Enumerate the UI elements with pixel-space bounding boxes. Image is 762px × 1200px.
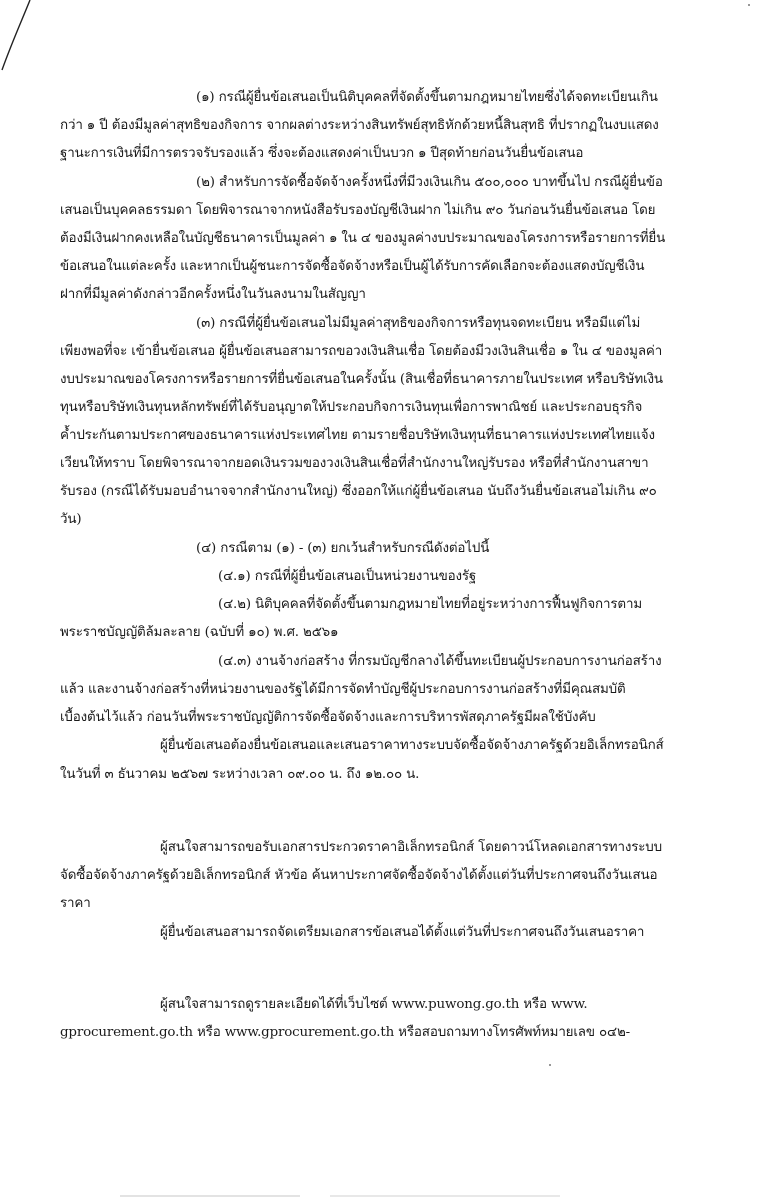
page-mark-dot [549,1064,551,1066]
submission-line-1: ผู้ยื่นข้อเสนอต้องยื่นข้อเสนอและเสนอราคาทางระบบจัดซื้อจัดจ้างภาครัฐด้วยอิเล็กทรอนิกส์ [160,738,664,753]
download-line-3: ราคา [60,896,91,911]
scan-bottom-edge [0,1190,762,1200]
para-3-line-2: เพียงพอที่จะ เข้ายื่นข้อเสนอ ผู้ยื่นข้อเสนอสามารถขอวงเงินสินเชื่อ โดยต้องมีวงเงินสินเชื่อ ๑ ใน ๔ ของมูลค่า [60,344,663,359]
para-3-line-6: เวียนให้ทราบ โดยพิจารณาจากยอดเงินรวมของวงเงินสินเชื่อที่สำนักงานใหญ่รับรอง หรือที่สำนักงานสาขา [60,456,649,471]
para-3-line-5: ค้ำประกันตามประกาศของธนาคารแห่งประเทศไทย ตามรายชื่อบริษัทเงินทุนที่ธนาคารแห่งประเทศไทยแจ้ง [60,428,655,443]
para-4-heading: (๔) กรณีตาม (๑) - (๓) ยกเว้นสำหรับกรณีดังต่อไปนี้ [196,541,490,556]
para-4-3-line-3: เบื้องต้นไว้แล้ว ก่อนวันที่พระราชบัญญัติการจัดซื้อจัดจ้างและการบริหารพัสดุภาครัฐมีผลใช้บังคับ [60,710,596,725]
page-mark-dot [748,4,750,6]
contact-line-1: ผู้สนใจสามารถดูรายละเอียดได้ที่เว็บไซต์ www.puwong.go.th หรือ www. [160,997,588,1012]
para-2-line-2: เสนอเป็นบุคคลธรรมดา โดยพิจารณาจากหนังสือรับรองบัญชีเงินฝาก ไม่เกิน ๙๐ วันก่อนวันยื่นข้อเสนอ โดย [60,203,656,218]
para-3-line-4: ทุนหรือบริษัทเงินทุนหลักทรัพย์ที่ได้รับอนุญาตให้ประกอบกิจการเงินทุนเพื่อการพาณิชย์ และประกอบธุรกิจ [60,400,643,415]
para-4-3-line-2: แล้ว และงานจ้างก่อสร้างที่หน่วยงานของรัฐได้มีการจัดทำบัญชีผู้ประกอบการงานก่อสร้างที่มีคุณสมบัติ [60,682,626,697]
para-4-3-line-1: (๔.๓) งานจ้างก่อสร้าง ที่กรมบัญชีกลางได้ขึ้นทะเบียนผู้ประกอบการงานก่อสร้าง [218,654,662,669]
para-2-line-1: (๒) สำหรับการจัดซื้อจัดจ้างครั้งหนึ่งที่มีวงเงินเกิน ๕๐๐,๐๐๐ บาทขึ้นไป กรณีผู้ยื่นข้อ [196,175,663,190]
para-3-line-7: รับรอง (กรณีได้รับมอบอำนาจจากสำนักงานใหญ่) ซึ่งออกให้แก่ผู้ยื่นข้อเสนอ นับถึงวันยื่นข้อเสนอไม่เกิน ๙๐ [60,484,657,499]
download-line-1: ผู้สนใจสามารถขอรับเอกสารประกวดราคาอิเล็กทรอนิกส์ โดยดาวน์โหลดเอกสารทางระบบ [160,840,662,855]
para-3-line-8: วัน) [60,512,82,527]
para-2-line-4: ข้อเสนอในแต่ละครั้ง และหากเป็นผู้ชนะการจัดซื้อจัดจ้างหรือเป็นผู้ได้รับการคัดเลือกจะต้องแสดงบัญชีเงิน [60,259,645,274]
prepare-docs-line: ผู้ยื่นข้อเสนอสามารถจัดเตรียมเอกสารข้อเสนอได้ตั้งแต่วันที่ประกาศจนถึงวันเสนอราคา [160,925,645,940]
para-2-line-3: ต้องมีเงินฝากคงเหลือในบัญชีธนาคารเป็นมูลค่า ๑ ใน ๔ ของมูลค่างบประมาณของโครงการหรือรายการที่ยื่น [60,231,666,246]
para-2-line-5: ฝากที่มีมูลค่าดังกล่าวอีกครั้งหนึ่งในวันลงนามในสัญญา [60,287,366,302]
para-4-2-line-2: พระราชบัญญัติล้มละลาย (ฉบับที่ ๑๐) พ.ศ. ๒๕๖๑ [60,625,339,640]
para-4-2-line-1: (๔.๒) นิติบุคคลที่จัดตั้งขึ้นตามกฎหมายไทยที่อยู่ระหว่างการฟื้นฟูกิจการตาม [218,597,643,612]
para-3-line-3: งบประมาณของโครงการหรือรายการที่ยื่นข้อเสนอในครั้งนั้น (สินเชื่อที่ธนาคารภายในประเทศ หรือบริษัทเงิน [60,372,663,387]
submission-line-2: ในวันที่ ๓ ธันวาคม ๒๕๖๗ ระหว่างเวลา ๐๙.๐๐ น. ถึง ๑๒.๐๐ น. [60,767,420,782]
download-line-2: จัดซื้อจัดจ้างภาครัฐด้วยอิเล็กทรอนิกส์ หัวข้อ ค้นหาประกาศจัดซื้อจัดจ้างได้ตั้งแต่วันที่ประกาศจนถึงวันเสนอ [60,868,658,883]
para-4-1: (๔.๑) กรณีที่ผู้ยื่นข้อเสนอเป็นหน่วยงานของรัฐ [218,569,477,584]
para-3-line-1: (๓) กรณีที่ผู้ยื่นข้อเสนอไม่มีมูลค่าสุทธิของกิจการหรือทุนจดทะเบียน หรือมีแต่ไม่ [196,316,641,331]
corner-pen-stroke [0,0,40,75]
para-1-line-3: ฐานะการเงินที่มีการตรวจรับรองแล้ว ซึ่งจะต้องแสดงค่าเป็นบวก ๑ ปีสุดท้ายก่อนวันยื่นข้อเสนอ [60,146,584,161]
contact-line-2: gprocurement.go.th หรือ www.gprocurement.go.th หรือสอบถามทางโทรศัพท์หมายเลข ๐๔๒- [60,1025,631,1040]
para-1-line-2: กว่า ๑ ปี ต้องมีมูลค่าสุทธิของกิจการ จากผลต่างระหว่างสินทรัพย์สุทธิหักด้วยหนี้สินสุทธิ ที่ปรากฏในงบแสดง [60,118,659,133]
para-1-line-1: (๑) กรณีผู้ยื่นข้อเสนอเป็นนิติบุคคลที่จัดตั้งขึ้นตามกฎหมายไทยซึ่งได้จดทะเบียนเกิน [196,90,658,105]
